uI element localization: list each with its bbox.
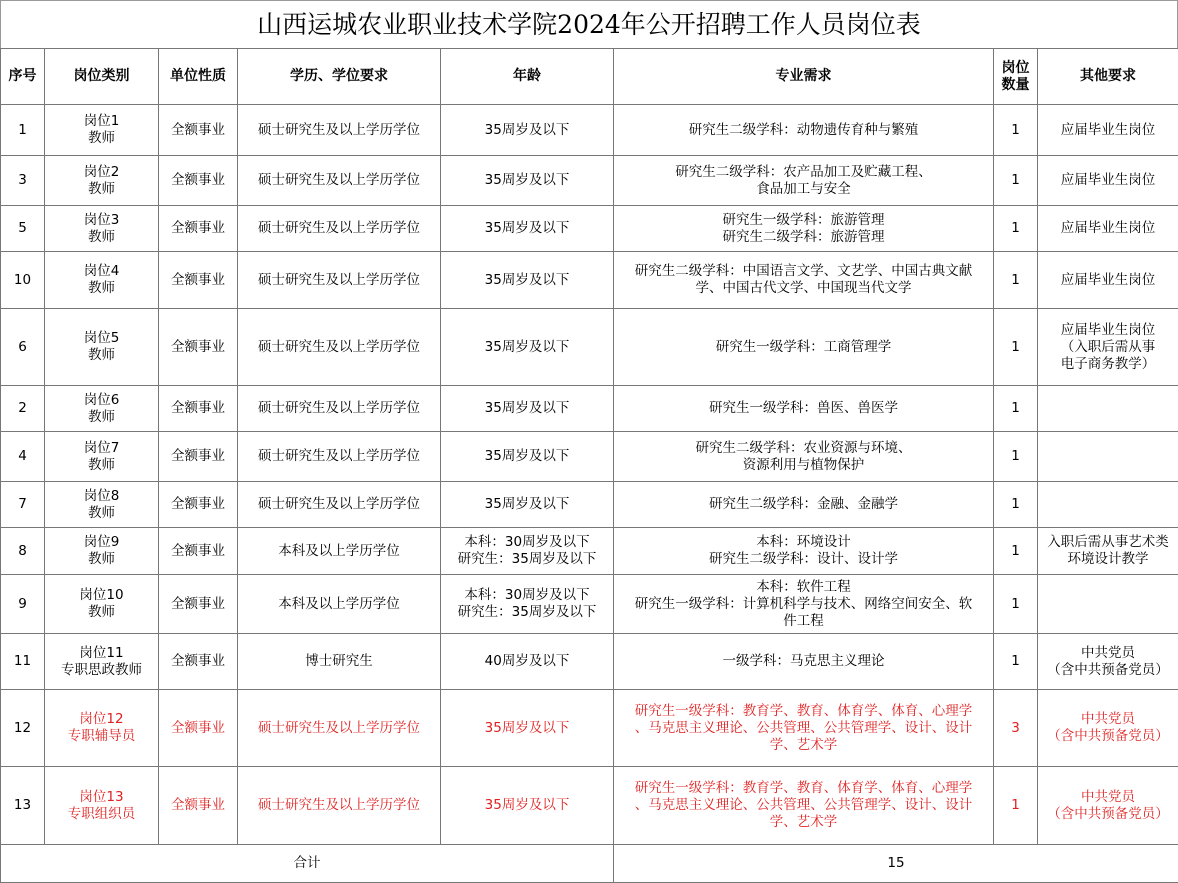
table-row [1,767,1178,845]
row-number: 6 [1,309,45,386]
post-category: 岗位5 教师 [45,309,159,386]
row-number: 3 [1,156,45,206]
unit-nature: 全额事业 [159,309,238,386]
table-row [1,482,1178,528]
age-requirement: 本科：30周岁及以下 研究生：35周岁及以下 [441,575,614,634]
unit-nature: 全额事业 [159,432,238,482]
age-requirement: 35周岁及以下 [441,690,614,767]
other-requirement: 应届毕业生岗位 [1038,252,1178,309]
major-requirement: 本科：软件工程 研究生一级学科：计算机科学与技术、网络空间安全、软 件工程 [614,575,994,634]
education-requirement: 硕士研究生及以上学历学位 [238,309,441,386]
post-count: 1 [994,105,1038,156]
age-requirement: 35周岁及以下 [441,105,614,156]
table-row [1,105,1178,156]
post-count: 1 [994,206,1038,252]
other-requirement [1038,432,1178,482]
post-category: 岗位13 专职组织员 [45,767,159,845]
education-requirement: 博士研究生 [238,634,441,690]
other-requirement: 中共党员 （含中共预备党员） [1038,690,1178,767]
post-count: 1 [994,767,1038,845]
age-requirement: 35周岁及以下 [441,482,614,528]
other-requirement [1038,386,1178,432]
row-number: 10 [1,252,45,309]
unit-nature: 全额事业 [159,482,238,528]
other-requirement: 应届毕业生岗位 （入职后需从事 电子商务教学） [1038,309,1178,386]
other-requirement: 中共党员 （含中共预备党员） [1038,634,1178,690]
education-requirement: 硕士研究生及以上学历学位 [238,432,441,482]
major-requirement: 研究生一级学科：工商管理学 [614,309,994,386]
other-requirement: 应届毕业生岗位 [1038,156,1178,206]
other-requirement: 应届毕业生岗位 [1038,206,1178,252]
unit-nature: 全额事业 [159,767,238,845]
education-requirement: 本科及以上学历学位 [238,575,441,634]
row-number: 5 [1,206,45,252]
other-requirement [1038,482,1178,528]
post-category: 岗位12 专职辅导员 [45,690,159,767]
post-category: 岗位9 教师 [45,528,159,575]
age-requirement: 35周岁及以下 [441,767,614,845]
table-row [1,634,1178,690]
post-category: 岗位6 教师 [45,386,159,432]
table-row [1,432,1178,482]
post-count: 1 [994,482,1038,528]
post-category: 岗位3 教师 [45,206,159,252]
header-cell: 学历、学位要求 [238,49,441,105]
unit-nature: 全额事业 [159,575,238,634]
table-row [1,690,1178,767]
other-requirement: 入职后需从事艺术类 环境设计教学 [1038,528,1178,575]
post-category: 岗位8 教师 [45,482,159,528]
post-category: 岗位2 教师 [45,156,159,206]
age-requirement: 40周岁及以下 [441,634,614,690]
row-number: 4 [1,432,45,482]
table-row [1,575,1178,634]
table-row [1,252,1178,309]
row-number: 1 [1,105,45,156]
other-requirement: 中共党员 （含中共预备党员） [1038,767,1178,845]
header-row [1,49,1178,105]
unit-nature: 全额事业 [159,252,238,309]
post-count: 1 [994,309,1038,386]
total-value: 15 [614,845,1178,883]
major-requirement: 研究生一级学科：旅游管理 研究生二级学科：旅游管理 [614,206,994,252]
post-category: 岗位1 教师 [45,105,159,156]
table-row [1,528,1178,575]
age-requirement: 35周岁及以下 [441,432,614,482]
post-count: 1 [994,386,1038,432]
education-requirement: 硕士研究生及以上学历学位 [238,252,441,309]
age-requirement: 35周岁及以下 [441,386,614,432]
major-requirement: 本科：环境设计 研究生二级学科：设计、设计学 [614,528,994,575]
row-number: 9 [1,575,45,634]
row-number: 11 [1,634,45,690]
table-row [1,386,1178,432]
major-requirement: 研究生一级学科：教育学、教育、体育学、体育、心理学 、马克思主义理论、公共管理、公共管理学、设计、设计 学、艺术学 [614,690,994,767]
education-requirement: 硕士研究生及以上学历学位 [238,206,441,252]
education-requirement: 硕士研究生及以上学历学位 [238,386,441,432]
post-count: 1 [994,575,1038,634]
post-category: 岗位7 教师 [45,432,159,482]
post-count: 1 [994,634,1038,690]
major-requirement: 研究生二级学科：农业资源与环境、 资源利用与植物保护 [614,432,994,482]
table-row [1,206,1178,252]
row-number: 2 [1,386,45,432]
row-number: 12 [1,690,45,767]
header-cell: 其他要求 [1038,49,1178,105]
major-requirement: 研究生二级学科：动物遗传育种与繁殖 [614,105,994,156]
major-requirement: 一级学科：马克思主义理论 [614,634,994,690]
post-count: 1 [994,252,1038,309]
header-cell: 岗位 数量 [994,49,1038,105]
education-requirement: 硕士研究生及以上学历学位 [238,105,441,156]
table-row [1,309,1178,386]
unit-nature: 全额事业 [159,386,238,432]
unit-nature: 全额事业 [159,528,238,575]
total-row [1,845,1178,883]
other-requirement [1038,575,1178,634]
header-cell: 岗位类别 [45,49,159,105]
table-row [1,156,1178,206]
post-count: 1 [994,156,1038,206]
major-requirement: 研究生二级学科：农产品加工及贮藏工程、 食品加工与安全 [614,156,994,206]
age-requirement: 本科：30周岁及以下 研究生：35周岁及以下 [441,528,614,575]
post-category: 岗位4 教师 [45,252,159,309]
major-requirement: 研究生二级学科：金融、金融学 [614,482,994,528]
header-cell: 单位性质 [159,49,238,105]
header-cell: 序号 [1,49,45,105]
page-title: 山西运城农业职业技术学院2024年公开招聘工作人员岗位表 [0,0,1178,48]
row-number: 13 [1,767,45,845]
row-number: 7 [1,482,45,528]
education-requirement: 硕士研究生及以上学历学位 [238,690,441,767]
education-requirement: 硕士研究生及以上学历学位 [238,767,441,845]
post-count: 1 [994,528,1038,575]
age-requirement: 35周岁及以下 [441,206,614,252]
major-requirement: 研究生一级学科：教育学、教育、体育学、体育、心理学 、马克思主义理论、公共管理、公共管理学、设计、设计 学、艺术学 [614,767,994,845]
unit-nature: 全额事业 [159,634,238,690]
unit-nature: 全额事业 [159,105,238,156]
unit-nature: 全额事业 [159,206,238,252]
post-category: 岗位11 专职思政教师 [45,634,159,690]
age-requirement: 35周岁及以下 [441,309,614,386]
education-requirement: 本科及以上学历学位 [238,528,441,575]
row-number: 8 [1,528,45,575]
education-requirement: 硕士研究生及以上学历学位 [238,156,441,206]
post-category: 岗位10 教师 [45,575,159,634]
major-requirement: 研究生一级学科：兽医、兽医学 [614,386,994,432]
unit-nature: 全额事业 [159,156,238,206]
header-cell: 专业需求 [614,49,994,105]
education-requirement: 硕士研究生及以上学历学位 [238,482,441,528]
age-requirement: 35周岁及以下 [441,252,614,309]
total-label: 合计 [1,845,614,883]
other-requirement: 应届毕业生岗位 [1038,105,1178,156]
post-count: 3 [994,690,1038,767]
unit-nature: 全额事业 [159,690,238,767]
major-requirement: 研究生二级学科：中国语言文学、文艺学、中国古典文献 学、中国古代文学、中国现当代文学 [614,252,994,309]
post-count: 1 [994,432,1038,482]
job-table [0,48,1178,883]
age-requirement: 35周岁及以下 [441,156,614,206]
header-cell: 年龄 [441,49,614,105]
